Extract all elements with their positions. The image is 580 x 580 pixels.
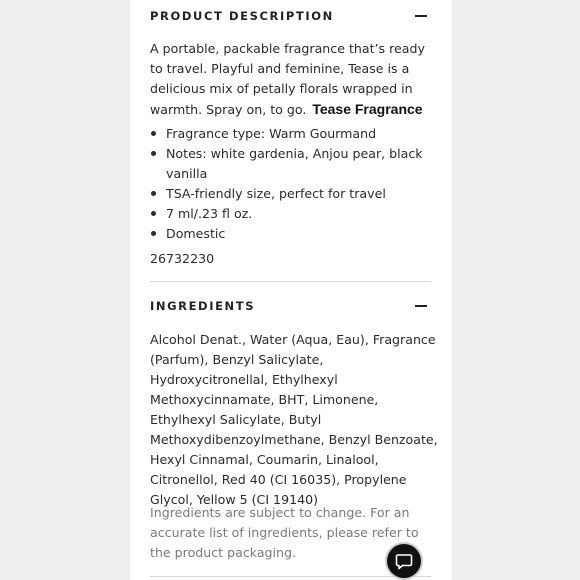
bullet-icon	[151, 191, 156, 196]
section-divider	[150, 576, 431, 577]
ingredients-disclaimer: Ingredients are subject to change. For an accurate list of ingredients, please refer to the product packaging.	[150, 505, 419, 560]
product-description-header[interactable]	[150, 5, 431, 27]
bullet-icon	[151, 151, 156, 156]
product-description-title: PRODUCT DESCRIPTION	[150, 9, 334, 23]
product-details-panel	[130, 0, 452, 580]
feature-text: Fragrance type: Warm Gourmand	[166, 126, 377, 141]
list-item	[150, 124, 435, 144]
list-item	[150, 184, 435, 204]
feature-text: Domestic	[166, 226, 226, 241]
product-name-note: Tease Fragrance	[312, 101, 423, 117]
feature-text: Notes: white gardenia, Anjou pear, black vanilla	[166, 146, 423, 181]
ingredients-header[interactable]	[150, 295, 431, 317]
chat-bubble-icon	[395, 553, 413, 570]
minus-icon[interactable]	[415, 15, 427, 17]
bullet-icon	[151, 131, 156, 136]
minus-icon[interactable]	[415, 305, 427, 307]
list-item	[150, 204, 435, 224]
description-text: A portable, packable fragrance that’s ready to travel. Playful and feminine, Tease is a delicious mix of petally florals wrapped in warmth. Spray on, to go.	[150, 41, 425, 117]
feature-text: 7 ml/.23 fl oz.	[166, 206, 253, 221]
product-features-list	[150, 124, 435, 244]
bullet-icon	[151, 211, 156, 216]
list-item	[150, 224, 435, 244]
chat-button[interactable]	[387, 544, 421, 578]
list-item	[150, 144, 435, 184]
product-description-body	[150, 39, 435, 120]
ingredients-list: Alcohol Denat., Water (Aqua, Eau), Fragrance (Parfum), Benzyl Salicylate, Hydroxycitronellal, Ethylhexyl Methoxycinnamate, BHT, Limonene, Ethylhexyl Salicylate, Butyl Methoxydibenzoylmethane, Benzyl Benzoate, Hexyl Cinnamal, Coumarin, Linalool, Citronellol, Red 40 (CI 16035), Propylene Glycol, Yellow 5 (CI 19140)	[150, 332, 438, 507]
ingredients-title: INGREDIENTS	[150, 299, 256, 313]
section-divider	[150, 281, 431, 282]
bullet-icon	[151, 231, 156, 236]
feature-text: TSA-friendly size, perfect for travel	[166, 186, 386, 201]
item-number: 26732230	[150, 251, 215, 266]
